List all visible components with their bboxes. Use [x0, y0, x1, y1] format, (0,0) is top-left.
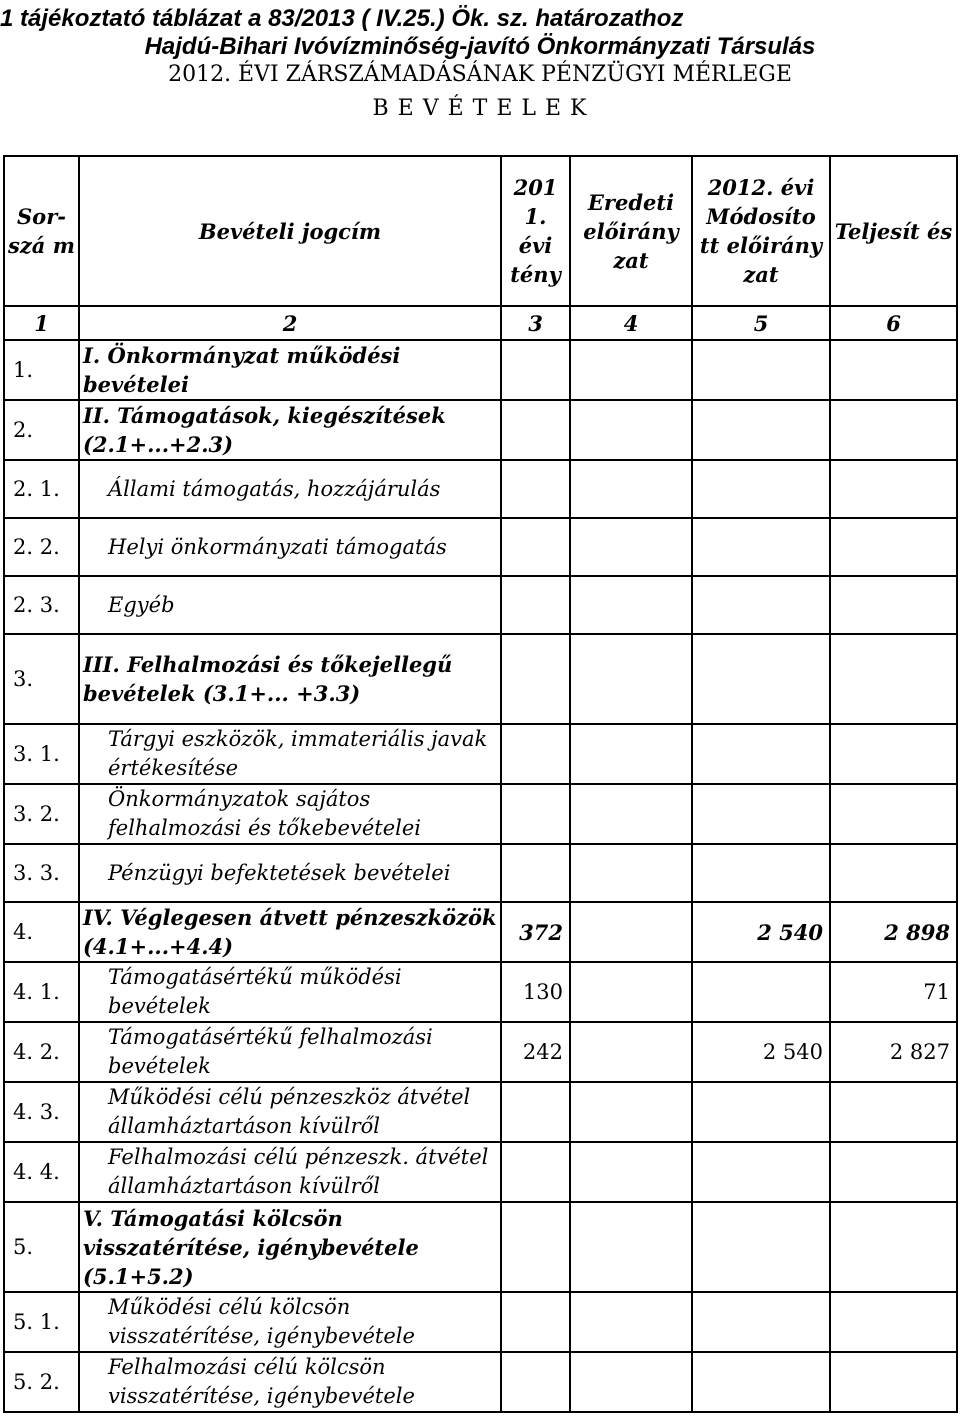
cell-teny [501, 460, 570, 518]
cell-teljesites [830, 634, 957, 724]
cell-eredeti [570, 1082, 692, 1142]
table-row [4, 1352, 957, 1412]
cell-eredeti [570, 1202, 692, 1292]
row-number: 4. 2. [4, 1022, 79, 1082]
row-number: 3. 2. [4, 784, 79, 844]
col-header-jogcim: Bevételi jogcím [79, 156, 501, 306]
cell-teny [501, 724, 570, 784]
row-number: 5. 2. [4, 1352, 79, 1412]
cell-modositott: 2 540 [692, 1022, 830, 1082]
cell-eredeti [570, 518, 692, 576]
cell-modositott [692, 1352, 830, 1412]
cell-eredeti [570, 400, 692, 460]
cell-teny [501, 1202, 570, 1292]
table-row [4, 400, 957, 460]
cell-teljesites [830, 844, 957, 902]
document-title: 2012. ÉVI ZÁRSZÁMADÁSÁNAK PÉNZÜGYI MÉRLEGE [168, 62, 792, 87]
table-row [4, 1142, 957, 1202]
row-title: Felhalmozási célú kölcsön visszatérítése, igénybevétele [79, 1352, 501, 1412]
row-title: Működési célú pénzeszköz átvétel államháztartáson kívülről [79, 1082, 501, 1142]
cell-teny: 372 [501, 902, 570, 962]
row-title: Pénzügyi befektetések bevételei [79, 844, 501, 902]
row-number: 3. 1. [4, 724, 79, 784]
cell-teljesites [830, 576, 957, 634]
row-number: 3. [4, 634, 79, 724]
row-title: V. Támogatási kölcsön visszatérítése, igénybevétele (5.1+5.2) [79, 1202, 501, 1292]
col-header-eredeti: Eredeti előirány zat [570, 156, 692, 306]
cell-teljesites [830, 724, 957, 784]
row-title: Egyéb [79, 576, 501, 634]
table-row [4, 1022, 957, 1082]
row-title: Felhalmozási célú pénzeszk. átvétel államháztartáson kívülről [79, 1142, 501, 1202]
row-number: 4. [4, 902, 79, 962]
col-header-sorszam: Sor- szá m [4, 156, 79, 306]
cell-teny [501, 576, 570, 634]
row-title: Támogatásértékű működési bevételek [79, 962, 501, 1022]
cell-eredeti [570, 844, 692, 902]
row-number: 2. 2. [4, 518, 79, 576]
row-number: 4. 3. [4, 1082, 79, 1142]
cell-modositott [692, 1202, 830, 1292]
cell-modositott [692, 518, 830, 576]
cell-teny [501, 340, 570, 400]
cell-teljesites [830, 1352, 957, 1412]
col-number: 1 [4, 306, 79, 340]
row-number: 2. 3. [4, 576, 79, 634]
cell-eredeti [570, 724, 692, 784]
row-number: 1. [4, 340, 79, 400]
cell-eredeti [570, 460, 692, 518]
row-title: Működési célú kölcsön visszatérítése, igénybevétele [79, 1292, 501, 1352]
row-number: 5. [4, 1202, 79, 1292]
cell-eredeti [570, 1292, 692, 1352]
cell-teny [501, 1292, 570, 1352]
organization-name: Hajdú-Bihari Ivóvízminőség-javító Önkormányzati Társulás [144, 33, 816, 60]
row-title: III. Felhalmozási és tőkejellegű bevételek (3.1+... +3.3) [79, 634, 501, 724]
row-title: IV. Véglegesen átvett pénzeszközök (4.1+...+4.4) [79, 902, 501, 962]
col-number: 5 [692, 306, 830, 340]
document-reference-line: 1 tájékoztató táblázat a 83/2013 ( IV.25.) Ök. sz. határozathoz [0, 5, 684, 32]
row-number: 3. 3. [4, 844, 79, 902]
table-row [4, 634, 957, 724]
table-row [4, 1202, 957, 1292]
cell-teny [501, 1352, 570, 1412]
cell-teny [501, 1082, 570, 1142]
cell-teny [501, 400, 570, 460]
cell-modositott [692, 1292, 830, 1352]
revenue-table [3, 155, 958, 1413]
cell-modositott [692, 844, 830, 902]
cell-teljesites [830, 340, 957, 400]
row-title: Tárgyi eszközök, immateriális javak értékesítése [79, 724, 501, 784]
cell-eredeti [570, 1142, 692, 1202]
col-header-teny: 201 1. évi tény [501, 156, 570, 306]
cell-modositott [692, 634, 830, 724]
cell-teljesites [830, 1142, 957, 1202]
cell-teljesites [830, 1082, 957, 1142]
cell-modositott [692, 1082, 830, 1142]
cell-eredeti [570, 784, 692, 844]
row-number: 4. 1. [4, 962, 79, 1022]
cell-teljesites [830, 784, 957, 844]
table-row [4, 518, 957, 576]
col-number: 4 [570, 306, 692, 340]
cell-teljesites [830, 1202, 957, 1292]
table-row [4, 1082, 957, 1142]
col-number: 3 [501, 306, 570, 340]
col-number: 2 [79, 306, 501, 340]
table-row [4, 340, 957, 400]
cell-teny [501, 844, 570, 902]
row-number: 2. 1. [4, 460, 79, 518]
cell-teny: 242 [501, 1022, 570, 1082]
cell-modositott [692, 576, 830, 634]
cell-eredeti [570, 902, 692, 962]
row-title: Önkormányzatok sajátos felhalmozási és tőkebevételei [79, 784, 501, 844]
cell-teny [501, 634, 570, 724]
cell-teljesites: 71 [830, 962, 957, 1022]
row-title: Helyi önkormányzati támogatás [79, 518, 501, 576]
cell-eredeti [570, 576, 692, 634]
table-row [4, 902, 957, 962]
cell-modositott [692, 962, 830, 1022]
table-row [4, 844, 957, 902]
cell-modositott [692, 400, 830, 460]
cell-teljesites: 2 898 [830, 902, 957, 962]
cell-teljesites [830, 400, 957, 460]
cell-eredeti [570, 1352, 692, 1412]
section-title: B E V É T E L E K [372, 96, 588, 121]
table-row [4, 460, 957, 518]
cell-teny: 130 [501, 962, 570, 1022]
cell-teny [501, 1142, 570, 1202]
cell-eredeti [570, 962, 692, 1022]
row-title: Támogatásértékű felhalmozási bevételek [79, 1022, 501, 1082]
cell-modositott: 2 540 [692, 902, 830, 962]
row-number: 2. [4, 400, 79, 460]
row-title: II. Támogatások, kiegészítések (2.1+...+2.3) [79, 400, 501, 460]
table-row [4, 576, 957, 634]
cell-modositott [692, 724, 830, 784]
col-number: 6 [830, 306, 957, 340]
cell-eredeti [570, 340, 692, 400]
cell-modositott [692, 340, 830, 400]
col-header-modositott: 2012. évi Módosíto tt előirány zat [692, 156, 830, 306]
table-row [4, 724, 957, 784]
table-row [4, 784, 957, 844]
row-title: I. Önkormányzat működési bevételei [79, 340, 501, 400]
cell-eredeti [570, 1022, 692, 1082]
table-row [4, 962, 957, 1022]
cell-modositott [692, 1142, 830, 1202]
cell-eredeti [570, 634, 692, 724]
cell-teljesites [830, 1292, 957, 1352]
row-number: 4. 4. [4, 1142, 79, 1202]
table-row [4, 1292, 957, 1352]
col-header-teljesites: Teljesít és [830, 156, 957, 306]
cell-teljesites: 2 827 [830, 1022, 957, 1082]
cell-modositott [692, 460, 830, 518]
row-number: 5. 1. [4, 1292, 79, 1352]
cell-teny [501, 518, 570, 576]
cell-modositott [692, 784, 830, 844]
cell-teny [501, 784, 570, 844]
cell-teljesites [830, 460, 957, 518]
cell-teljesites [830, 518, 957, 576]
row-title: Állami támogatás, hozzájárulás [79, 460, 501, 518]
